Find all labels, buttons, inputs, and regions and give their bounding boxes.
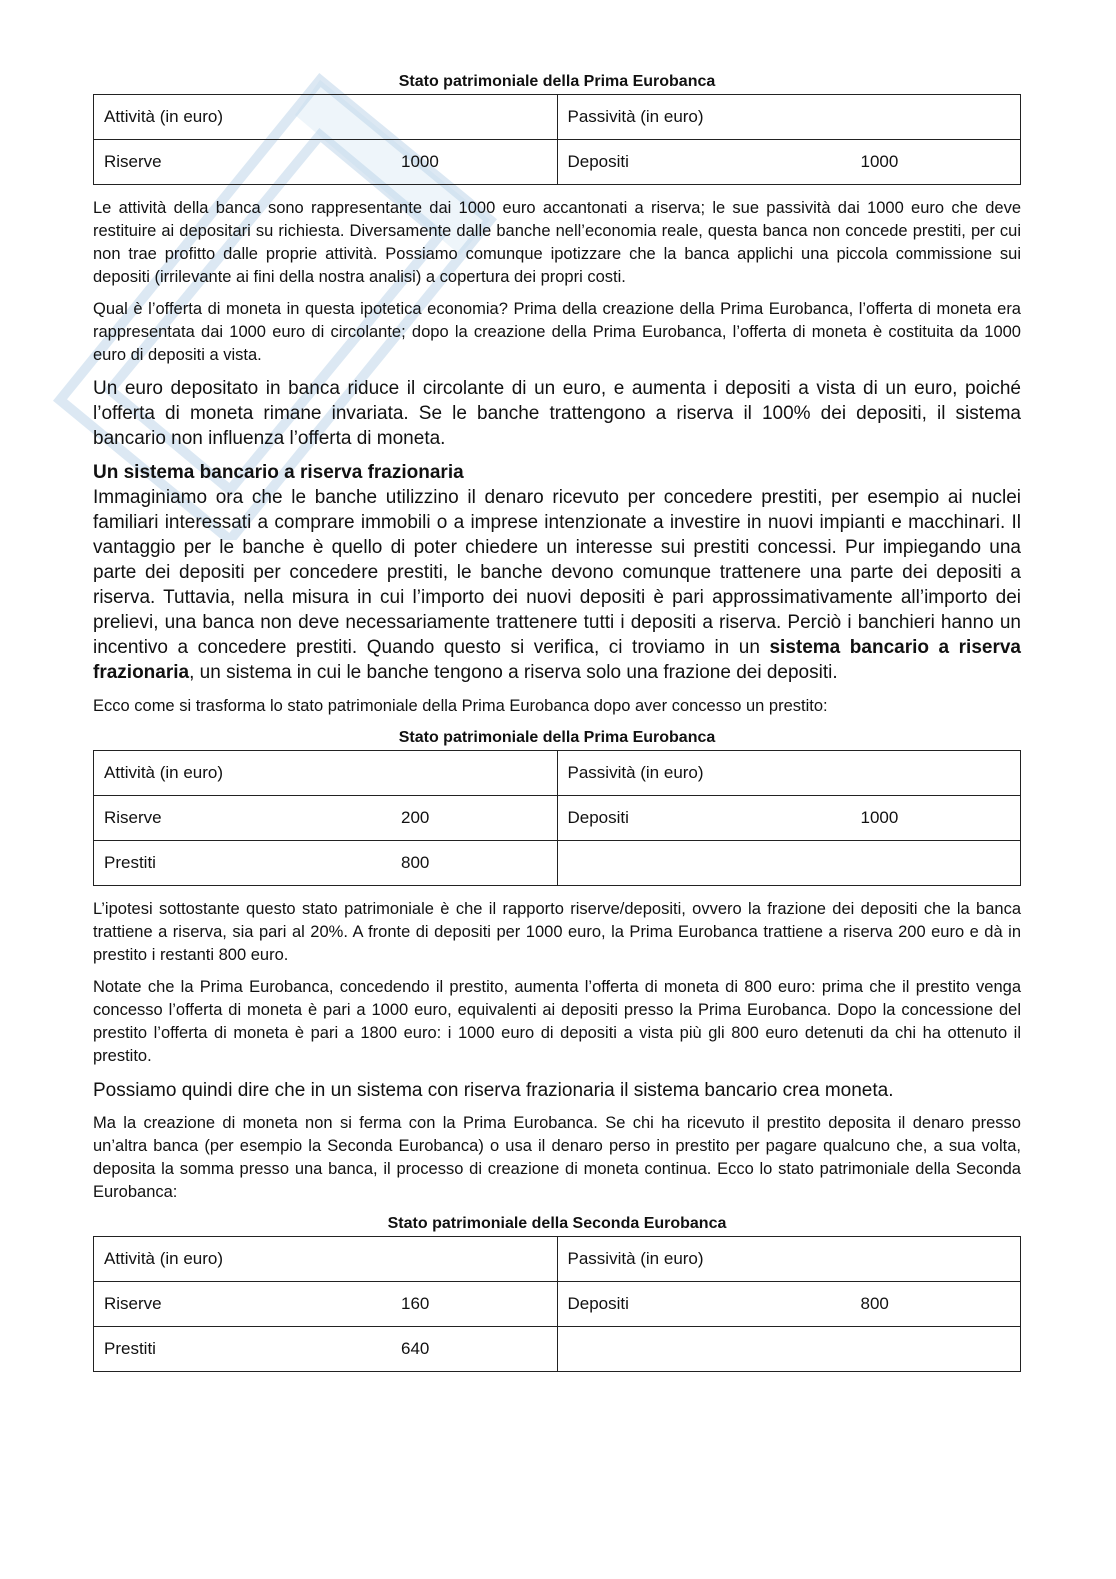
table3-caption: Stato patrimoniale della Seconda Eurobanca [387, 1215, 727, 1232]
asset-label: Riserve [104, 152, 162, 171]
paragraph-6: L’ipotesi sottostante questo stato patrimoniale è che il rapporto riserve/depositi, ovvero la frazione dei depositi che la banca trattiene a riserva, sia pari al 20%. A fronte di depositi per 1000 euro, la Prima Eurobanca trattiene a riserva 200 euro e dà in prestito i restanti 800 euro. [93, 900, 1021, 964]
balance-sheet-table-2 [93, 750, 1021, 886]
table2-caption: Stato patrimoniale della Prima Eurobanca [398, 729, 716, 746]
key-term: sistema bancario a riserva frazionaria [93, 637, 1021, 683]
liability-value: 1000 [860, 808, 899, 827]
paragraph-7: Notate che la Prima Eurobanca, concedendo il prestito, aumenta l’offerta di moneta di 800 euro: prima che il prestito venga concesso l’offerta di moneta è pari a 1000 euro, equivalenti ai depositi presso la Prima Eurobanca. Dopo la concessione del prestito l’offerta di moneta è pari a 1800 euro: i 1000 euro di depositi a vista più gli 800 euro detenuti da chi ha ottenuto il prestito. [93, 978, 1021, 1065]
asset-label: Prestiti [104, 853, 156, 872]
paragraph-4-text-a: Immaginiamo ora che le banche utilizzino il denaro ricevuto per concedere prestiti, per esempio ai nuclei familiari interessati a comprare immobili o a imprese intenzionate a investire in nuovi impianti e macchinari. Il vantaggio per le banche è quello di poter chiedere un interesse sui prestiti concessi. Pur impiegando una parte dei depositi per concedere prestiti, le banche devono comunque trattenere una parte dei depositi a riserva. Tuttavia, nella misura in cui l’importo dei nuovi depositi è pari approssimativamente all’importo dei prelievi, una banca non deve necessariamente trattenere tutti i depositi a riserva. Perciò i banchieri hanno un incentivo a concedere prestiti. Quando questo si verifica, ci troviamo in un [93, 487, 1021, 658]
balance-sheet-table-3 [93, 1236, 1021, 1372]
table-row [94, 796, 1021, 841]
table-row [94, 1282, 1021, 1327]
paragraph-4-text-b: , un sistema in cui le banche tengono a riserva solo una frazione dei depositi. [189, 662, 838, 683]
table-row [94, 1327, 1021, 1372]
assets-header: Attività (in euro) [94, 95, 558, 140]
table1-caption: Stato patrimoniale della Prima Eurobanca [398, 73, 716, 90]
asset-value: 640 [401, 1339, 430, 1358]
asset-label: Prestiti [104, 1339, 156, 1358]
liability-label: Depositi [567, 808, 629, 827]
liability-value: 1000 [860, 152, 899, 171]
asset-value: 160 [401, 1294, 430, 1313]
liability-label: Depositi [567, 1294, 629, 1313]
assets-header: Attività (in euro) [94, 751, 558, 796]
table-header-row [94, 751, 1021, 796]
table-row [94, 140, 1021, 185]
asset-value: 200 [401, 808, 430, 827]
paragraph-2: Qual è l’offerta di moneta in questa ipotetica economia? Prima della creazione della Prima Eurobanca, l’offerta di moneta era rappresentata dai 1000 euro di circolante; dopo la creazione della Prima Eurobanca, l’offerta di moneta è costituita da 1000 euro di depositi a vista. [93, 300, 1021, 364]
paragraph-9: Ma la creazione di moneta non si ferma con la Prima Eurobanca. Se chi ha ricevuto il prestito deposita il denaro presso un’altra banca (per esempio la Seconda Eurobanca) o usa il denaro perso in prestito per pagare qualcuno che, a sua volta, deposita la somma presso una banca, il processo di creazione di moneta continua. Ecco lo stato patrimoniale della Seconda Eurobanca: [93, 1114, 1021, 1201]
document-page [93, 72, 1021, 1372]
section-heading: Un sistema bancario a riserva frazionaria [93, 462, 464, 483]
paragraph-3: Un euro depositato in banca riduce il circolante di un euro, e aumenta i depositi a vista di un euro, poiché l’offerta di moneta rimane invariata. Se le banche trattengono a riserva il 100% dei depositi, il sistema bancario non influenza l’offerta di moneta. [93, 378, 1021, 449]
assets-header: Attività (in euro) [94, 1237, 558, 1282]
table-row [94, 841, 1021, 886]
table-header-row [94, 1237, 1021, 1282]
paragraph-1: Le attività della banca sono rappresentante dai 1000 euro accantonati a riserva; le sue passività dai 1000 euro che deve restituire ai depositari su richiesta. Diversamente dalle banche nell’economia reale, questa banca non concede prestiti, per cui non trae profitto dalle proprie attività. Possiamo comunque ipotizzare che la banca applichi una piccola commissione sui depositi (irrilevante ai fini della nostra analisi) a copertura dei propri costi. [93, 199, 1021, 286]
asset-label: Riserve [104, 1294, 162, 1313]
liabilities-header: Passività (in euro) [557, 95, 1021, 140]
asset-value: 1000 [401, 152, 439, 171]
balance-sheet-table-1 [93, 94, 1021, 185]
asset-value: 800 [401, 853, 430, 872]
paragraph-8: Possiamo quindi dire che in un sistema con riserva frazionaria il sistema bancario crea moneta. [93, 1080, 894, 1101]
liabilities-header: Passività (in euro) [557, 1237, 1021, 1282]
paragraph-5: Ecco come si trasforma lo stato patrimoniale della Prima Eurobanca dopo aver concesso un prestito: [93, 697, 828, 715]
liability-label: Depositi [567, 152, 629, 171]
liabilities-header: Passività (in euro) [557, 751, 1021, 796]
table-header-row [94, 95, 1021, 140]
paragraph-4 [93, 485, 1021, 685]
liability-value: 800 [860, 1294, 889, 1313]
asset-label: Riserve [104, 808, 162, 827]
